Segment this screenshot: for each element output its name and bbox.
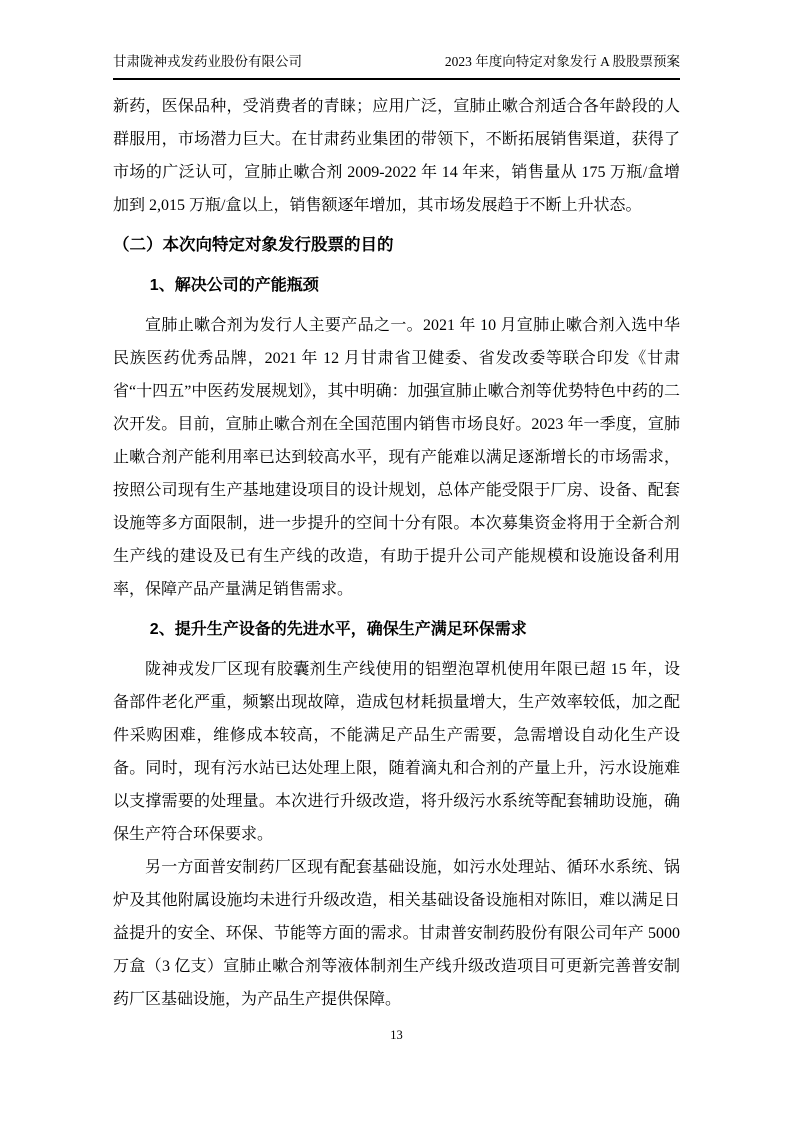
section-heading: （二）本次向特定对象发行股票的目的 xyxy=(113,236,394,254)
subsection2-heading: 2、提升生产设备的先进水平，确保生产满足环保需求 xyxy=(149,621,527,638)
subsection1-paragraph: 宣肺止嗽合剂为发行人主要产品之一。2021 年 10 月宣肺止嗽合剂入选中华民族医药优秀品牌，2021 年 12 月甘肃省卫健委、省发改委等联合印发《甘肃省“十四五”中医药发展规划》，其中明确：加强宣肺止嗽合剂等优势特色中药的二次开发。目前，宣肺止嗽合剂在全国范围内销售市场良好。2023 年一季度，宣肺止嗽合剂产能利用率已达到较高水平，现有产能难以满足逐渐增长的市场需求，按照公司现有生产基地建设项目的设计规划，总体产能受限于厂房、设备、配套设施等多方面限制，进一步提升的空间十分有限。本次募集资金将用于全新合剂生产线的建设及已有生产线的改造，有助于提升公司产能规模和设施设备利用率，保障产品产量满足销售需求。 xyxy=(113,317,680,598)
subsection1-heading: 1、解决公司的产能瓶颈 xyxy=(149,277,319,294)
header-document-title: 2023 年度向特定对象发行 A 股股票预案 xyxy=(444,54,680,69)
intro-paragraph: 新药，医保品种，受消费者的青睐；应用广泛，宣肺止嗽合剂适合各年龄段的人群服用，市场潜力巨大。在甘肃药业集团的带领下，不断拓展销售渠道，获得了市场的广泛认可，宣肺止嗽合剂 2009-2022 年 14 年来，销售量从 175 万瓶/盒增加到 2,015 万瓶/盒以上，销售额逐年增加，其市场发展趋于不断上升状态。 xyxy=(113,98,680,214)
subsection2-paragraph-2: 另一方面普安制药厂区现有配套基础设施，如污水处理站、循环水系统、锅炉及其他附属设施均未进行升级改造，相关基础设备设施相对陈旧，难以满足日益提升的安全、环保、节能等方面的需求。甘肃普安制药股份有限公司年产 5000 万盒（3 亿支）宣肺止嗽合剂等液体制剂生产线升级改造项目可更新完善普安制药厂区基础设施，为产品生产提供保障。 xyxy=(113,859,680,1008)
header-company-name: 甘肃陇神戎发药业股份有限公司 xyxy=(113,54,302,69)
page-header xyxy=(113,52,680,80)
page-number: 13 xyxy=(390,1028,403,1042)
document-body xyxy=(113,80,680,1016)
page-footer xyxy=(0,1028,793,1042)
subsection2-paragraph-1: 陇神戎发厂区现有胶囊剂生产线使用的铝塑泡罩机使用年限已超 15 年，设备部件老化严重，频繁出现故障，造成包材耗损量增大，生产效率较低，加之配件采购困难，维修成本较高，不能满足产品生产需要，急需增设自动化生产设备。同时，现有污水站已达处理上限，随着滴丸和合剂的产量上升，污水设施难以支撑需要的处理量。本次进行升级改造，将升级污水系统等配套辅助设施，确保生产符合环保要求。 xyxy=(113,661,680,843)
